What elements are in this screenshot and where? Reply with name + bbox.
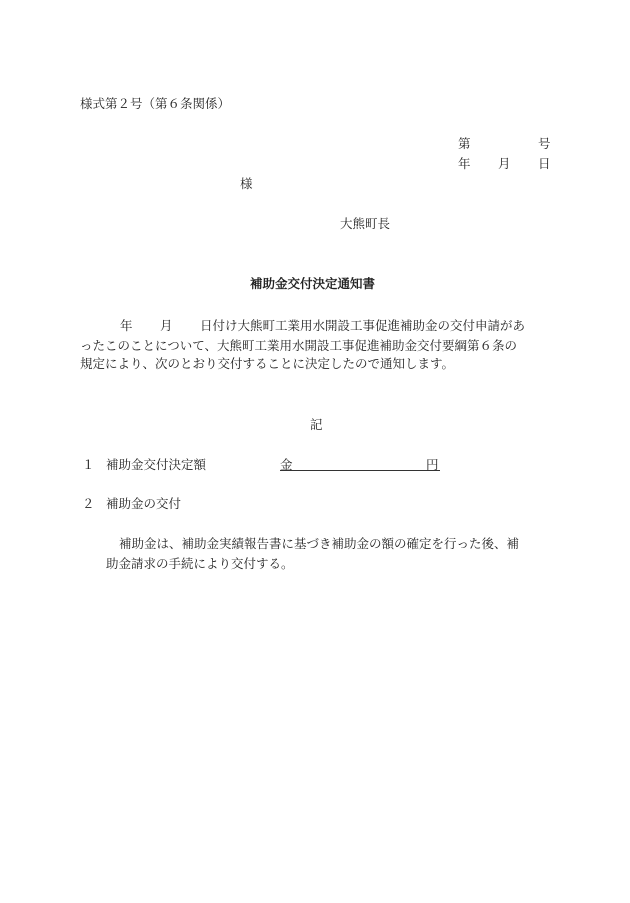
item-2-number: ２ [82,496,95,511]
date-gatsu: 月 [498,156,511,171]
addressee-suffix: 様 [240,176,253,191]
doc-number-gou: 号 [538,136,551,151]
body-line2: ったこのことについて、大熊町工業用水開設工事促進補助金交付要綱第６条の [80,338,518,353]
amount-underline [280,470,440,471]
body-nen: 年 [120,318,133,333]
date-nen: 年 [458,156,471,171]
item-2-label: 補助金の交付 [106,496,182,511]
item-1-number: １ [82,457,95,472]
item-1-label: 補助金交付決定額 [106,457,207,472]
document-title: 補助金交付決定通知書 [250,276,376,291]
form-number: 様式第２号（第６条関係） [80,96,231,111]
body-line3: 規定により、次のとおり交付することに決定したので通知します。 [80,356,455,371]
issuer: 大熊町長 [340,216,391,231]
body-gatsu: 月 [160,318,173,333]
ki-label: 記 [310,417,323,432]
amount-suffix: 円 [426,457,439,472]
body-line1: 日付け大熊町工業用水開設工事促進補助金の交付申請があ [200,318,526,333]
amount-prefix: 金 [280,457,293,472]
item-2-text-line1: 補助金は、補助金実績報告書に基づき補助金の額の確定を行った後、補 [119,536,520,551]
doc-number-dai: 第 [458,136,471,151]
date-nichi: 日 [538,156,551,171]
item-2-text-line2: 助金請求の手続により交付する。 [106,556,294,571]
